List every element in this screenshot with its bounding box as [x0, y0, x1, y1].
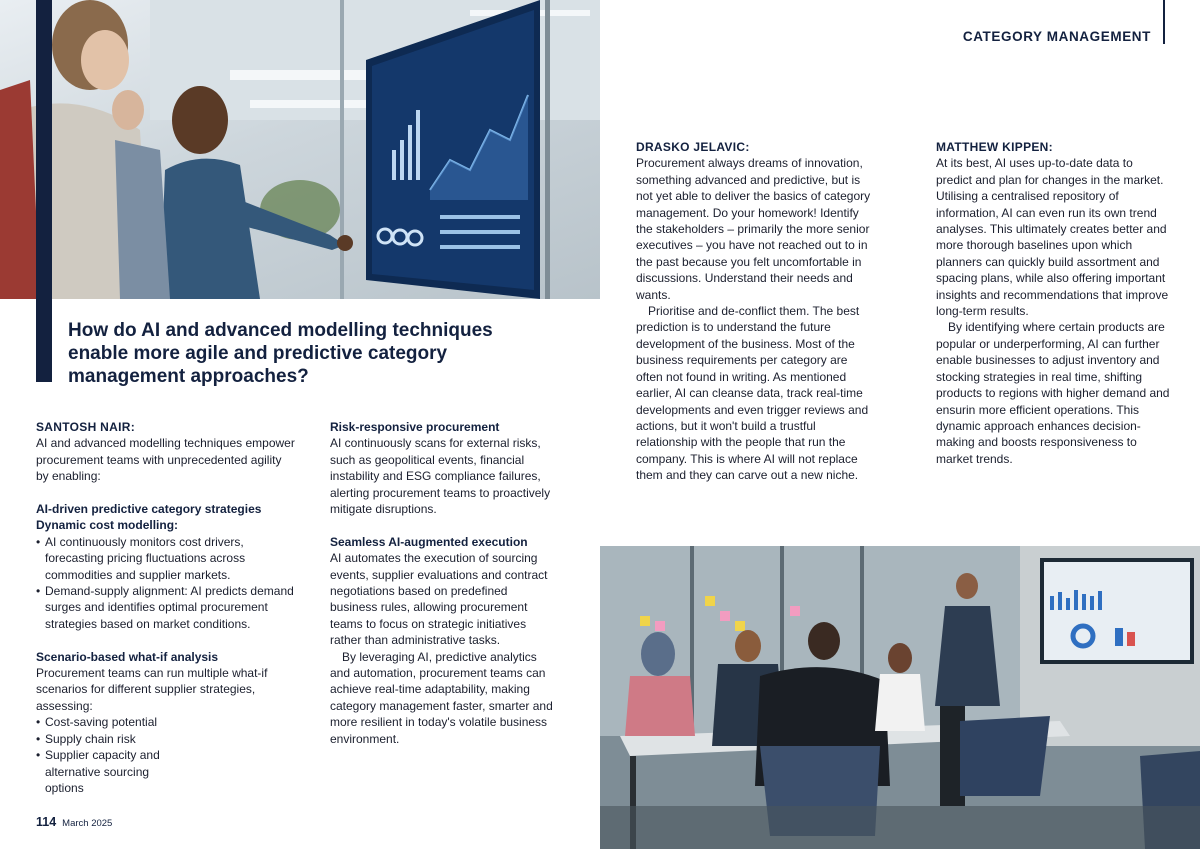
list-item: • AI continuously monitors cost drivers, forecasting pricing fluctuations across commodities and supplier markets.	[36, 534, 296, 583]
column-matthew-kippen	[936, 139, 1171, 467]
author-name: DRASKO JELAVIC:	[636, 140, 750, 154]
section-label: CATEGORY MANAGEMENT	[962, 29, 1151, 44]
paragraph: AI automates the execution of sourcing events, supplier evaluations and contract negotiations based on predefined business rules, allowing procurement teams to focus on strategic initiatives rather than administrative tasks.	[330, 551, 548, 648]
subheading: Risk-responsive procurement	[330, 420, 500, 434]
author-name: SANTOSH NAIR:	[36, 420, 136, 434]
column-santosh-nair	[36, 419, 296, 796]
page-number: 114	[36, 815, 57, 829]
paragraph: At its best, AI uses up-to-date data to predict and plan for changes in the market. Utilising a centralised repository of information, AI can even run its own trend analyses. This ultimately creates better and more thorough baselines upon which planners can quickly build assortment and spacing plans, while also offering important insights and recommendations that improve long-term results.	[936, 156, 1169, 319]
subheading: Seamless AI-augmented execution	[330, 534, 528, 549]
list-item: • Supplier capacity and alternative sourcing options	[36, 747, 186, 796]
subheading: AI-driven predictive category strategies Dynamic cost modelling:	[36, 502, 262, 533]
issue-date: March 2025	[62, 818, 113, 829]
paragraph: Procurement teams can run multiple what-if scenarios for different supplier strategies, assessing:	[36, 666, 268, 713]
photo-team-meeting	[600, 546, 1200, 849]
paragraph: AI continuously scans for external risks, such as geopolitical events, financial instability and ESG compliance failures, alerting procurement teams to proactively mitigate disruptions.	[330, 436, 551, 517]
paragraph: By identifying where certain products are popular or underperforming, AI can further enable businesses to adjust inventory and stocking strategies in real time, shifting products to regions with higher demand and ensurin more efficient operations. This dynamic approach enhances decision-making and boosts responsiveness to market trends.	[936, 320, 1170, 466]
page-folio	[36, 815, 112, 829]
headline: How do AI and advanced modelling techniques enable more agile and predictive category management approaches?	[68, 320, 493, 387]
list-item: • Demand-supply alignment: AI predicts demand surges and identifies optimal procurement strategies based on market conditions.	[36, 583, 296, 632]
accent-bar	[36, 0, 52, 382]
photo-presenter-at-screen	[0, 0, 600, 299]
paragraph: Prioritise and de-conflict them. The best prediction is to understand the future development of the business. Most of the business requirements per category are often not found in writing. As mentioned earlier, AI can cleanse data, track real-time developments and even trigger reviews and actions, but it won't build a trustful relationship with the people that run the company. This is where AI will not replace them and they can carve out a new niche.	[636, 304, 869, 483]
author-name: MATTHEW KIPPEN:	[936, 140, 1053, 154]
column-continued	[330, 419, 555, 747]
paragraph: By leveraging AI, predictive analytics and automation, procurement teams can achieve real-time adaptability, making category management faster, smarter and more resilient in today's volatile business environment.	[330, 649, 553, 746]
paragraph: Procurement always dreams of innovation, something advanced and predictive, but is not yet able to deliver the basics of category management. Do your homework! Identify the stakeholders – primarily the more senior executives – you have not reached out to in the past because you felt uncomfortable in discussions. Understand their needs and wants.	[636, 156, 871, 302]
paragraph: AI and advanced modelling techniques empower procurement teams with unprecedented agility by enabling:	[36, 436, 295, 484]
subheading: Scenario-based what-if analysis	[36, 649, 219, 664]
header-rule	[1163, 0, 1165, 44]
bullet-list	[36, 534, 296, 632]
bullet-list	[36, 714, 296, 796]
list-item: • Cost-saving potential	[36, 714, 296, 730]
list-item: • Supply chain risk	[36, 731, 296, 747]
column-drasko-jelavic	[636, 139, 871, 484]
